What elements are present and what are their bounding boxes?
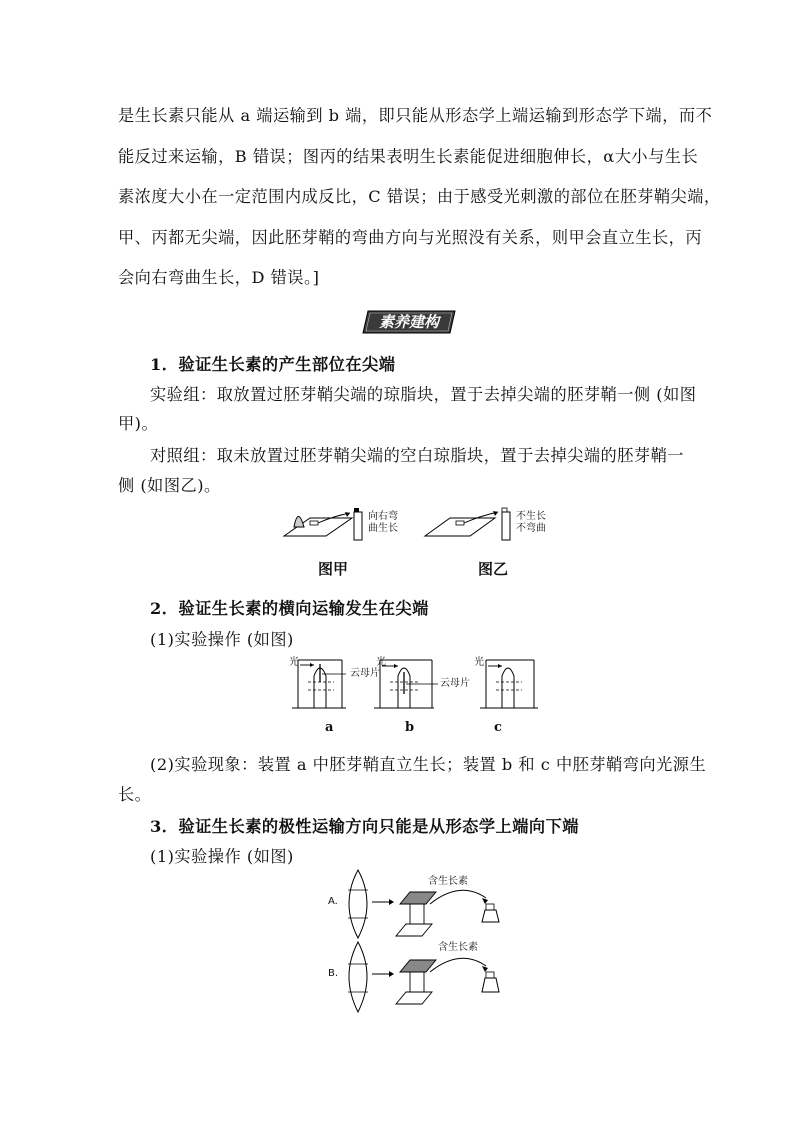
- paragraph-line-4: 甲、丙都无尖端，因此胚芽鞘的弯曲方向与光照没有关系，则甲会直立生长，丙: [118, 228, 703, 247]
- agar-cube-jia: [310, 521, 318, 525]
- device-label-a: a: [325, 720, 334, 735]
- section-badge: [362, 310, 456, 334]
- coleoptile-tip-icon: [294, 517, 304, 528]
- auxin-label-a: 含生长素: [428, 876, 468, 887]
- device-a: [292, 660, 346, 708]
- mica-label-b: 云母片: [440, 678, 470, 689]
- caption-jia: 图甲: [318, 560, 349, 578]
- segment-b: [349, 942, 367, 1012]
- agar-on-result-a: [486, 904, 494, 910]
- agar-cube-yi: [456, 521, 464, 525]
- coleoptile-jia: [354, 512, 362, 540]
- figure-polar-transport: [320, 868, 520, 1018]
- section-badge-label: 素养建构: [378, 313, 439, 331]
- agar-on-coleoptile-jia: [354, 508, 359, 512]
- yi-result-line-2: 不弯曲: [516, 523, 546, 534]
- paragraph-line-3: 素浓度大小在一定范围内成反比，C 错误；由于感受光刺激的部位在胚芽鞘尖端，: [118, 187, 721, 206]
- segment-a: [349, 870, 367, 938]
- arrow-head-b: [389, 971, 394, 977]
- item2-op: (1)实验操作 (如图): [150, 630, 294, 649]
- device-c: [480, 660, 538, 708]
- item3-op: (1)实验操作 (如图): [150, 847, 294, 866]
- paragraph-line-2: 能反过来运输，B 错误；图丙的结果表明生长素能促进细胞伸长，α大小与生长: [118, 147, 699, 166]
- curve-arrow-a: [430, 890, 486, 904]
- item1-ctrl-line-1: 对照组：取未放置过胚芽鞘尖端的空白琼脂块，置于去掉尖端的胚芽鞘一: [150, 446, 684, 465]
- receiver-block-a: [396, 924, 432, 936]
- mica-label-a: 云母片: [350, 668, 380, 679]
- item2-title: 2．验证生长素的横向运输发生在尖端: [150, 599, 429, 618]
- item1-title: 1．验证生长素的产生部位在尖端: [150, 355, 396, 374]
- arrow-head-a: [389, 899, 394, 905]
- coleoptile-result-b: [482, 978, 499, 992]
- light-label-c: 光: [474, 657, 484, 668]
- item2-phen-line-1: (2)实验现象：装置 a 中胚芽鞘直立生长；装置 b 和 c 中胚芽鞘弯向光源生: [150, 755, 707, 774]
- item3-title: 3．验证生长素的极性运输方向只能是从形态学上端向下端: [150, 817, 579, 836]
- paragraph-line-1: 是生长素只能从 a 端运输到 b 端，即只能从形态学上端运输到形态学下端，而不: [118, 106, 713, 125]
- curve-arrow-head-a: [482, 898, 488, 904]
- caption-yi: 图乙: [478, 560, 509, 578]
- stem-piece-b: [410, 972, 424, 992]
- row-label-a: A.: [328, 896, 338, 907]
- item1-ctrl-line-2: 侧 (如图乙)。: [118, 476, 221, 495]
- device-label-b: b: [405, 720, 415, 735]
- paragraph-line-5: 会向右弯曲生长，D 错误。]: [118, 268, 320, 287]
- jia-result-line-1: 向右弯: [368, 511, 398, 522]
- curve-arrow-head-b: [482, 966, 488, 972]
- row-label-b: B.: [328, 968, 339, 979]
- agar-on-result-b: [486, 972, 494, 978]
- jia-result-line-2: 曲生长: [368, 523, 398, 534]
- auxin-label-b: 含生长素: [438, 942, 478, 953]
- auxin-block-b: [400, 960, 436, 972]
- light-label-b: 光: [376, 657, 386, 668]
- curve-arrow-b: [430, 958, 486, 972]
- device-label-c: c: [494, 720, 502, 735]
- yi-result-line-1: 不生长: [516, 511, 546, 522]
- coleoptile-result-a: [482, 910, 499, 922]
- figure-lateral-transport: [286, 652, 546, 714]
- auxin-block-a: [400, 892, 436, 904]
- item2-phen-line-2: 长。: [118, 785, 152, 804]
- coleoptile-yi: [502, 512, 510, 540]
- light-label-a: 光: [289, 657, 299, 668]
- item1-exp-line-2: 甲)。: [118, 414, 159, 433]
- agar-on-coleoptile-yi: [502, 508, 507, 512]
- stem-piece-a: [410, 904, 424, 924]
- receiver-block-b: [396, 992, 432, 1004]
- item1-exp-line-1: 实验组：取放置过胚芽鞘尖端的琼脂块，置于去掉尖端的胚芽鞘一侧 (如图: [150, 385, 697, 404]
